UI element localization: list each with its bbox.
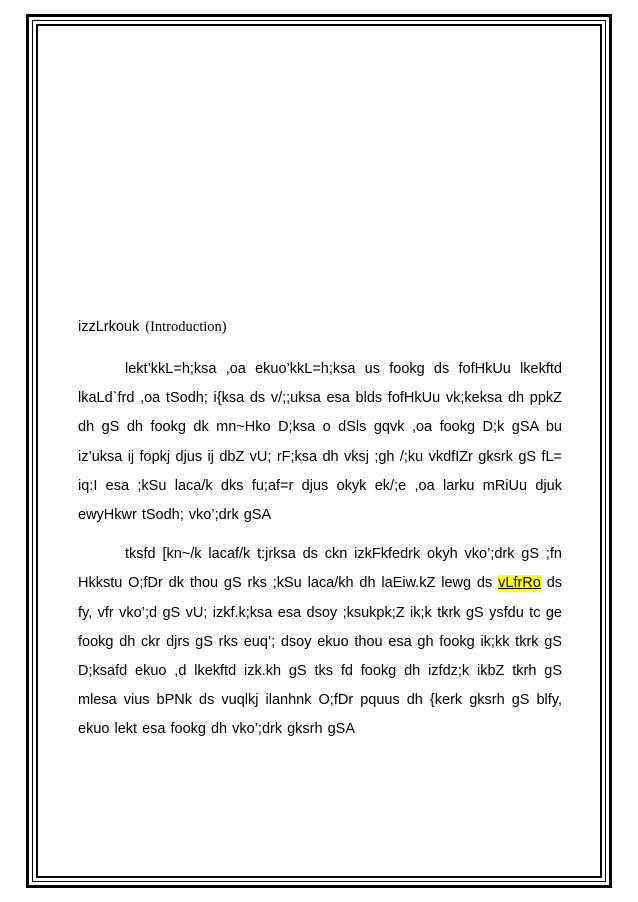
paragraph-2-after: ds fy, vfr vko’;d gS vU; izkf.k;ksa esa dsoy ;ksukpk;Z ik;k tkrk gS ysfdu tc ge fookg dh ckr djrs gS rks euq’; dsoy ekuo thou esa gh fookg ik;kk tkrk gS D;ksafd ekuo ,d lkekftd izk.kh gS tks fd fookg dh izfdz;k ikbZ tkrh gS mlesa vius bPNk ds vuqlkj ilanhnk O;fDr pquus dh {kerk gksrh gS blfy, ekuo lekt esa fookg dh vko’;drk gksrh gSA	[78, 575, 563, 738]
paragraph-1: lekt’kkL=h;ksa ,oa ekuo’kkL=h;ksa us fookg ds fofHkUu lkekftd lkaLd`frd ,oa tSodh; i{ksa ds v/;;uksa esa blds fofHkUu vk;keksa dh ppkZ dh gS dh fookg dk mn~Hko D;ksa o dSls gqvk ,oa fookg D;k gSA bu iz’uksa ij fopkj djus ij dbZ vU; rF;ksa dh vksj ;gh /;ku vkdfIZr gksrk gS fL= iq:I esa ;kSu laca/k dks fu;af=r djus okyk ek/;e ,oa larku mRiUu djuk ewyHkwr tSodh; vko’;drk gSA	[78, 361, 562, 524]
highlighted-word: vLfrRo	[498, 575, 541, 592]
section-heading	[78, 315, 562, 339]
heading-title: izzLrkouk	[78, 319, 140, 335]
heading-subtitle: (Introduction)	[145, 319, 227, 335]
paragraph-2	[78, 540, 562, 744]
paragraph-2-before: tksfd [kn~/k lacaf/k t:jrksa ds ckn izkFkfedrk okyh vko’;drk gS ;fn Hkkstu O;fDr dk thou gS rks ;kSu laca/kh dh laEiw.kZ lewg ds	[78, 546, 562, 592]
document-body	[78, 315, 562, 755]
